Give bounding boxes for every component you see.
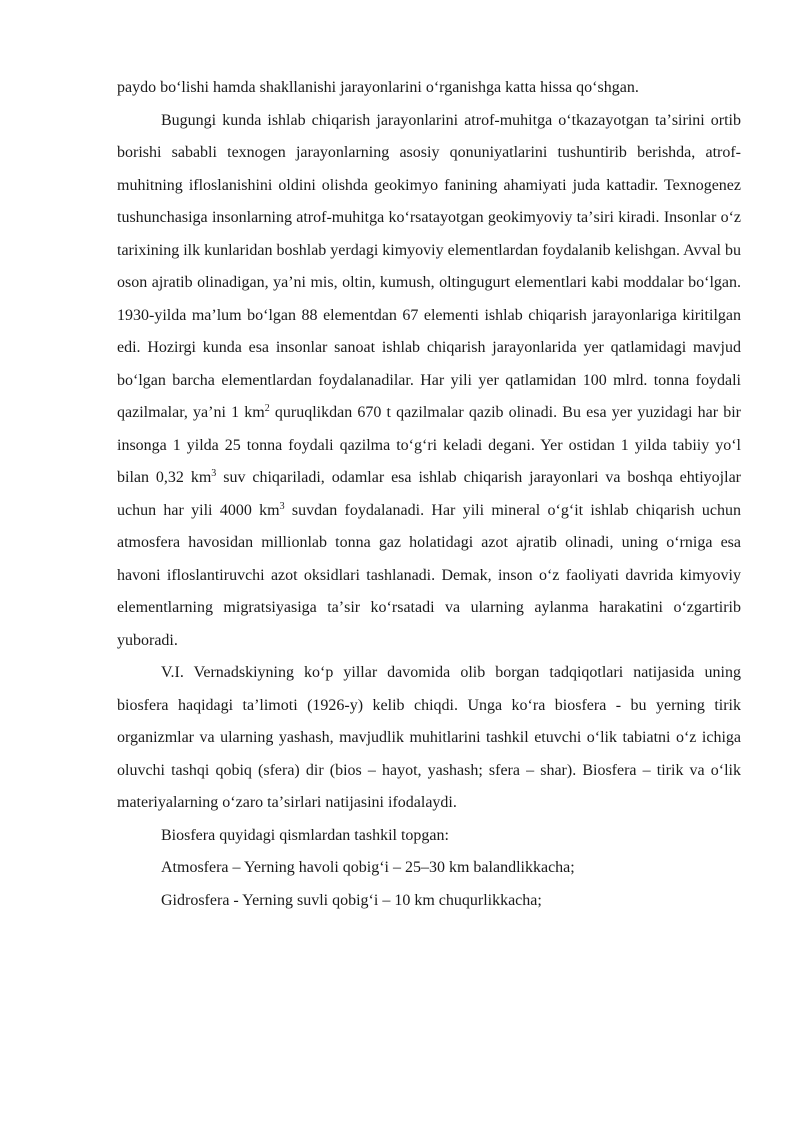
paragraph-1 (117, 105, 741, 658)
list-intro: Biosfera quyidagi qismlardan tashkil topgan: (161, 826, 449, 844)
paragraph-2 (117, 657, 741, 820)
text-run: suvdan foydalanadi. Har yili mineral oʻgʻit ishlab chiqarish uchun atmosfera havosidan millionlab tonna gaz holatidagi azot ajratib olinadi, uning oʻrniga esa havoni ifloslantiruvchi azot oksidlari tashlanadi. Demak, inson oʻz faoliyati davrida kimyoviy elementlarning migratsiyasiga taʼsir koʻrsatadi va ularning aylanma harakatini oʻzgartirib yuboradi. (117, 501, 742, 649)
text-run: V.I. Vernadskiyning koʻp yillar davomida olib borgan tadqiqotlari natijasida uning biosfera haqidagi taʼlimoti (1926-y) kelib chiqdi. Unga koʻra biosfera - bu yerning tirik organizmlar va ularning yashash, mavjudlik muhitlarini tashkil etuvchi oʻlik tabiatni oʻz ichiga oluvchi tashqi qobiq (sfera) dir (bios – hayot, yashash; sfera – shar). Biosfera – tirik va oʻlik materiyalarning oʻzaro taʼsirlari natijasini ifodalaydi. (117, 664, 741, 811)
text-run: Bugungi kunda ishlab chiqarish jarayonlarini atrof-muhitga oʻtkazayotgan taʼsirini ortib borishi sababli texnogen jarayonlarning asosiy qonuniyatlarini tushuntirib berishda, atrof-muhitning ifloslanishini oldini olishda geokimyo fanining ahamiyati juda kattadir. Texnogenez tushunchasiga insonlarning atrof-muhitga koʻrsatayotgan geokimyoviy taʼsiri kiradi. Insonlar oʻz tarixining ilk kunlaridan boshlab yerdagi kimyoviy elementlardan foydalanib kelishgan. Avval bu oson ajratib olinadigan, yaʼni mis, oltin, kumush, oltingugurt elementlari kabi moddalar boʻlgan. 1930-yilda maʼlum boʻlgan 88 elementdan 67 elementi ishlab chiqarish jarayonlariga kiritilgan edi. Hozirgi kunda esa insonlar sanoat ishlab chiqarish jarayonlarida yer qatlamidagi mavjud boʻlgan barcha elementlardan foydalanadilar. Har yili yer qatlamidan 100 mlrd. tonna foydali qazilmalar, yaʼni 1 km (117, 111, 741, 421)
superscript: 3 (279, 500, 285, 512)
document-page (117, 72, 741, 917)
list-item-atmosfera: Atmosfera – Yerning havoli qobigʻi – 25–30 km balandlikkacha; (161, 859, 575, 876)
superscript: 3 (211, 468, 217, 479)
list-item-gidrosfera: Gidrosfera - Yerning suvli qobigʻi – 10 km chuqurlikkacha; (161, 891, 542, 909)
text-run: paydo boʻlishi hamda shakllanishi jarayonlarini oʻrganishga katta hissa qoʻshgan. (117, 79, 639, 96)
body-text (117, 72, 741, 820)
paragraph-0 (117, 72, 741, 105)
superscript: 2 (264, 403, 270, 414)
text-run: quruqlikdan 670 t qazilmalar qazib olinadi. Bu esa yer yuzidagi har bir insonga 1 yilda 25 tonna foydali qazilma toʻgʻri keladi degani. Yer ostidan 1 yilda tabiiy yoʻl bilan 0,32 km (117, 404, 741, 486)
text-run: suv chiqariladi, odamlar esa ishlab chiqarish jarayonlari va boshqa ehtiyojlar uchun har yili 4000 km (117, 469, 741, 519)
